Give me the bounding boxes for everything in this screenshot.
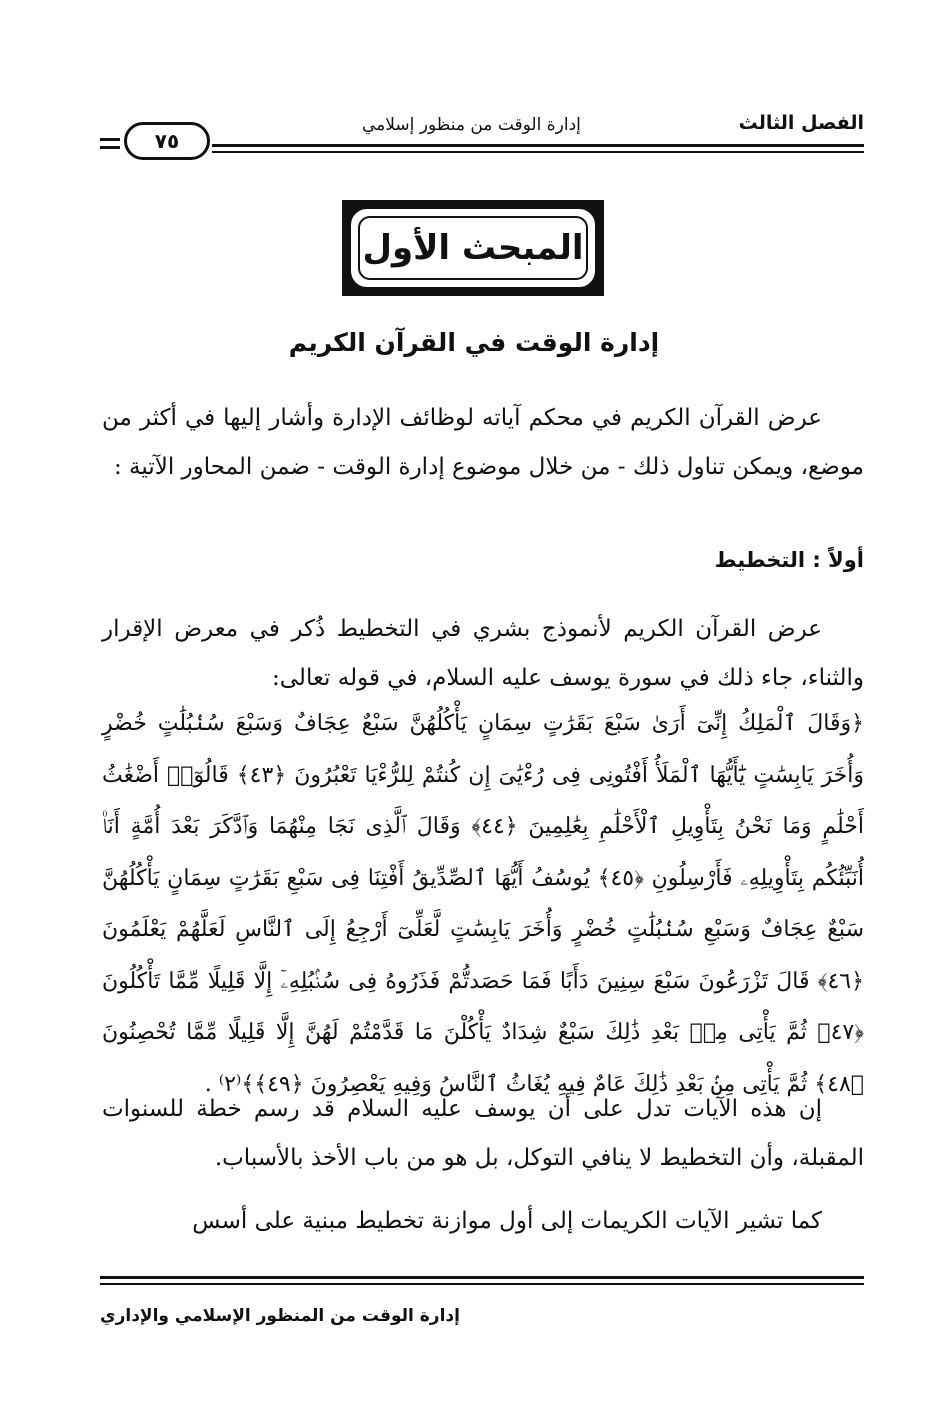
running-book-title: إدارة الوقت من منظور إسلامي bbox=[362, 115, 581, 135]
page-number: ٧٥ bbox=[124, 122, 210, 160]
section-title: المبحث الأول bbox=[362, 228, 584, 268]
footer-book-title: إدارة الوقت من المنظور الإسلامي والإداري bbox=[100, 1306, 460, 1326]
header-rule-thick bbox=[212, 144, 864, 147]
conclusion-paragraph: إن هذه الآيات تدل على أن يوسف عليه السلام قد رسم خطة للسنوات المقبلة، وأن التخطيط لا ينافي التوكل، بل هو من باب الأخذ بالأسباب. bbox=[102, 1096, 864, 1171]
footer-rule-thin bbox=[100, 1283, 864, 1285]
section-subtitle: إدارة الوقت في القرآن الكريم bbox=[288, 328, 660, 357]
page-number-dash-bottom bbox=[100, 146, 120, 149]
section-title-box bbox=[342, 200, 604, 296]
planning-heading: أولاً : التخطيط bbox=[714, 548, 864, 572]
planning-paragraph: عرض القرآن الكريم لأنموذج بشري في التخطيط ذُكر في معرض الإقرار والثناء، جاء ذلك في سورة يوسف عليه السلام، في قوله تعالى: bbox=[102, 616, 864, 691]
chapter-label: الفصل الثالث bbox=[738, 112, 864, 134]
section-title-frame bbox=[351, 209, 595, 287]
quran-verses: ﴿وَقَالَ ٱلْمَلِكُ إِنِّىٓ أَرَىٰ سَبْعَ بَقَرَٰتٍ سِمَانٍ يَأْكُلُهُنَّ سَبْعٌ عِجَافٌ وَسَبْعَ سُنۢبُلَٰتٍ خُضْرٍ وَأُخَرَ يَابِسَٰتٍ يَٰٓأَيُّهَا ٱلْمَلَأُ أَفْتُونِى فِى رُءْيَٰىَ إِن كُنتُمْ لِلرُّءْيَا تَعْبُرُونَ ﴿٤٣﴾ قَالُوٓا۟ أَضْغَٰثُ أَحْلَٰمٍ وَمَا نَحْنُ بِتَأْوِيلِ ٱلْأَحْلَٰمِ بِعَٰلِمِينَ ﴿٤٤﴾ وَقَالَ ٱلَّذِى نَجَا مِنْهُمَا وَٱدَّكَرَ بَعْدَ أُمَّةٍ أَنَا۠ أُنَبِّئُكُم بِتَأْوِيلِهِۦ فَأَرْسِلُونِ ﴿٤٥﴾ يُوسُفُ أَيُّهَا ٱلصِّدِّيقُ أَفْتِنَا فِى سَبْعِ بَقَرَٰتٍ سِمَانٍ يَأْكُلُهُنَّ سَبْعٌ عِجَافٌ وَسَبْعِ سُنۢبُلَٰتٍ خُضْرٍ وَأُخَرَ يَابِسَٰتٍ لَّعَلِّىٓ أَرْجِعُ إِلَى ٱلنَّاسِ لَعَلَّهُمْ يَعْلَمُونَ ﴿٤٦﴾ قَالَ تَزْرَعُونَ سَبْعَ سِنِينَ دَأَبًا فَمَا حَصَدتُّمْ فَذَرُوهُ فِى سُنۢبُلِهِۦٓ إِلَّا قَلِيلًا مِّمَّا تَأْكُلُونَ ﴿٤٧﴾ ثُمَّ يَأْتِى مِنۢ بَعْدِ ذَٰلِكَ سَبْعٌ شِدَادٌ يَأْكُلْنَ مَا قَدَّمْتُمْ لَهُنَّ إِلَّا قَلِيلًا مِّمَّا تُحْصِنُونَ ﴿٤٨﴾ ثُمَّ يَأْتِى مِنۢ بَعْدِ ذَٰلِكَ عَامٌ فِيهِ يُغَاثُ ٱلنَّاسُ وَفِيهِ يَعْصِرُونَ ﴿٤٩﴾﴾⁽٢⁾ . bbox=[102, 711, 865, 1097]
footer-rule-thick bbox=[100, 1276, 864, 1279]
intro-paragraph: عرض القرآن الكريم في محكم آياته لوظائف الإدارة وأشار إليها في أكثر من موضع، ويمكن تناول ذلك - من خلال موضوع إدارة الوقت - ضمن المحاور الآتية : bbox=[102, 405, 864, 480]
page-number-dash-top bbox=[100, 138, 120, 141]
continuation-paragraph: كما تشير الآيات الكريمات إلى أول موازنة تخطيط مبنية على أسس bbox=[192, 1208, 822, 1234]
header-rule-thin bbox=[212, 151, 864, 153]
